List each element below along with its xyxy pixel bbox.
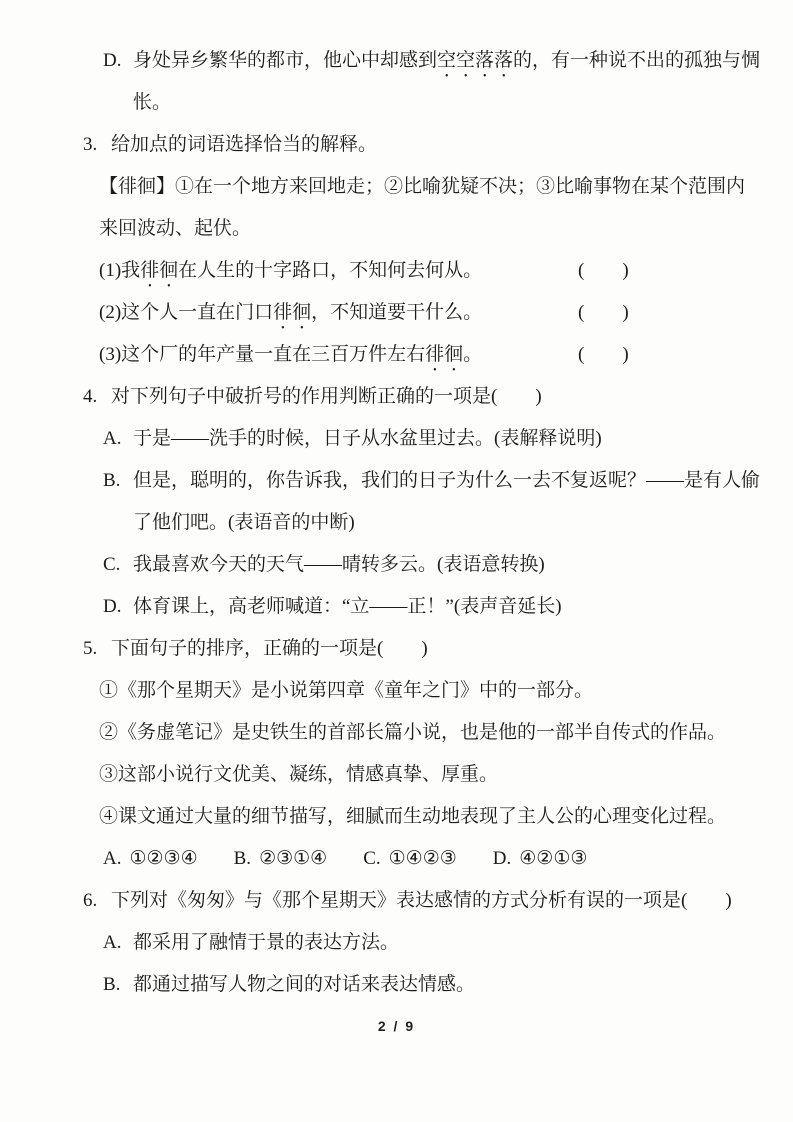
emphasized-words: 徘徊 [425, 344, 464, 365]
sentence-text: (3)这个厂的年产量一直在三百万件左右 [99, 344, 426, 365]
q4-option-b-line2: 了他们吧。(表语音的中断) [133, 512, 355, 533]
option-text: 但是，聪明的，你告诉我，我们的日子为什么一去不复返呢？——是有人偷 [133, 470, 761, 491]
q5-sentence-4: ④课文通过大量的细节描写，细腻而生动地表现了主人公的心理变化过程。 [99, 806, 727, 827]
option-letter: D. [103, 50, 122, 71]
choice-value: ②③①④ [259, 848, 328, 869]
answer-blank: ( ) [578, 260, 629, 281]
q4-option-a [0, 418, 793, 460]
q5-choice-b [234, 838, 328, 880]
option-letter: A. [103, 428, 122, 449]
emphasized-words: 空空落落 [437, 50, 514, 71]
prev-option-d-line2: 怅。 [133, 92, 172, 113]
page-number-indicator: 2 / 9 [377, 1018, 416, 1034]
question-6 [0, 880, 793, 922]
question-text: 对下列句子中破折号的作用判断正确的一项是( ) [111, 386, 542, 407]
option-letter: D. [103, 596, 122, 617]
choice-value: ④②①③ [519, 848, 588, 869]
option-text: 都采用了融情于景的表达方法。 [133, 932, 400, 953]
option-letter: B. [103, 974, 121, 995]
q6-option-a [0, 922, 793, 964]
question-text: 下列对《匆匆》与《那个星期天》表达感情的方式分析有误的一项是( ) [111, 890, 732, 911]
answer-blank: ( ) [578, 302, 629, 323]
question-5 [0, 628, 793, 670]
option-letter: C. [363, 848, 381, 869]
option-text: 于是——洗手的时候，日子从水盆里过去。(表解释说明) [133, 428, 602, 449]
sentence-text: ，不知道要干什么。 [311, 302, 483, 323]
sentence-text: (2)这个人一直在门口 [99, 302, 274, 323]
q5-choices-row [0, 838, 793, 880]
q3-item-1 [0, 250, 793, 292]
option-letter: A. [103, 848, 122, 869]
q5-sentence-1: ①《那个星期天》是小说第四章《童年之门》中的一部分。 [99, 680, 594, 701]
q3-definition-line1: 【徘徊】①在一个地方来回地走；②比喻犹疑不决；③比喻事物在某个范围内 [99, 176, 746, 197]
sentence-text: 。 [463, 344, 483, 365]
sentence-text: (1)我 [99, 260, 141, 281]
option-text: 身处异乡繁华的都市，他心中却感到 [133, 50, 438, 71]
option-letter: B. [233, 848, 252, 869]
option-text: 我最喜欢今天的天气——晴转多云。(表语意转换) [133, 554, 545, 575]
question-text: 给加点的词语选择恰当的解释。 [111, 134, 378, 155]
option-letter: B. [103, 470, 121, 491]
option-text: 的，有一种说不出的孤独与惆 [513, 50, 761, 71]
option-text: 体育课上，高老师喊道：“立——正！”(表声音延长) [133, 596, 562, 617]
q5-sentence-3: ③这部小说行文优美、凝练，情感真挚、厚重。 [99, 764, 499, 785]
question-number: 4. [83, 386, 98, 407]
sentence-text: 在人生的十字路口，不知何去何从。 [178, 260, 483, 281]
emphasized-words: 徘徊 [273, 302, 312, 323]
option-letter: D. [492, 848, 512, 869]
question-text: 下面句子的排序，正确的一项是( ) [111, 638, 428, 659]
option-text: 都通过描写人物之间的对话来表达情感。 [133, 974, 476, 995]
q5-sentence-2: ②《务虚笔记》是史铁生的首部长篇小说，也是他的一部半自传式的作品。 [99, 722, 727, 743]
q3-item-3 [0, 334, 793, 376]
prev-option-d-line1 [0, 40, 793, 82]
q5-choice-d [493, 838, 588, 880]
option-letter: A. [103, 932, 122, 953]
q3-definition-line2: 来回波动、起伏。 [99, 218, 252, 239]
choice-value: ①②③④ [129, 848, 198, 869]
q5-choice-a [103, 838, 198, 880]
question-4 [0, 376, 793, 418]
q6-option-b [0, 964, 793, 1006]
q4-option-c [0, 544, 793, 586]
question-number: 3. [83, 134, 98, 155]
q4-option-d [0, 586, 793, 628]
q5-choice-c [363, 838, 457, 880]
q3-item-2 [0, 292, 793, 334]
question-3 [0, 124, 793, 166]
emphasized-words: 徘徊 [140, 260, 179, 281]
answer-blank: ( ) [578, 344, 629, 365]
q4-option-b-line1 [0, 460, 793, 502]
question-number: 5. [83, 638, 98, 659]
question-number: 6. [83, 890, 98, 911]
choice-value: ①④②③ [388, 848, 457, 869]
option-letter: C. [103, 554, 121, 575]
